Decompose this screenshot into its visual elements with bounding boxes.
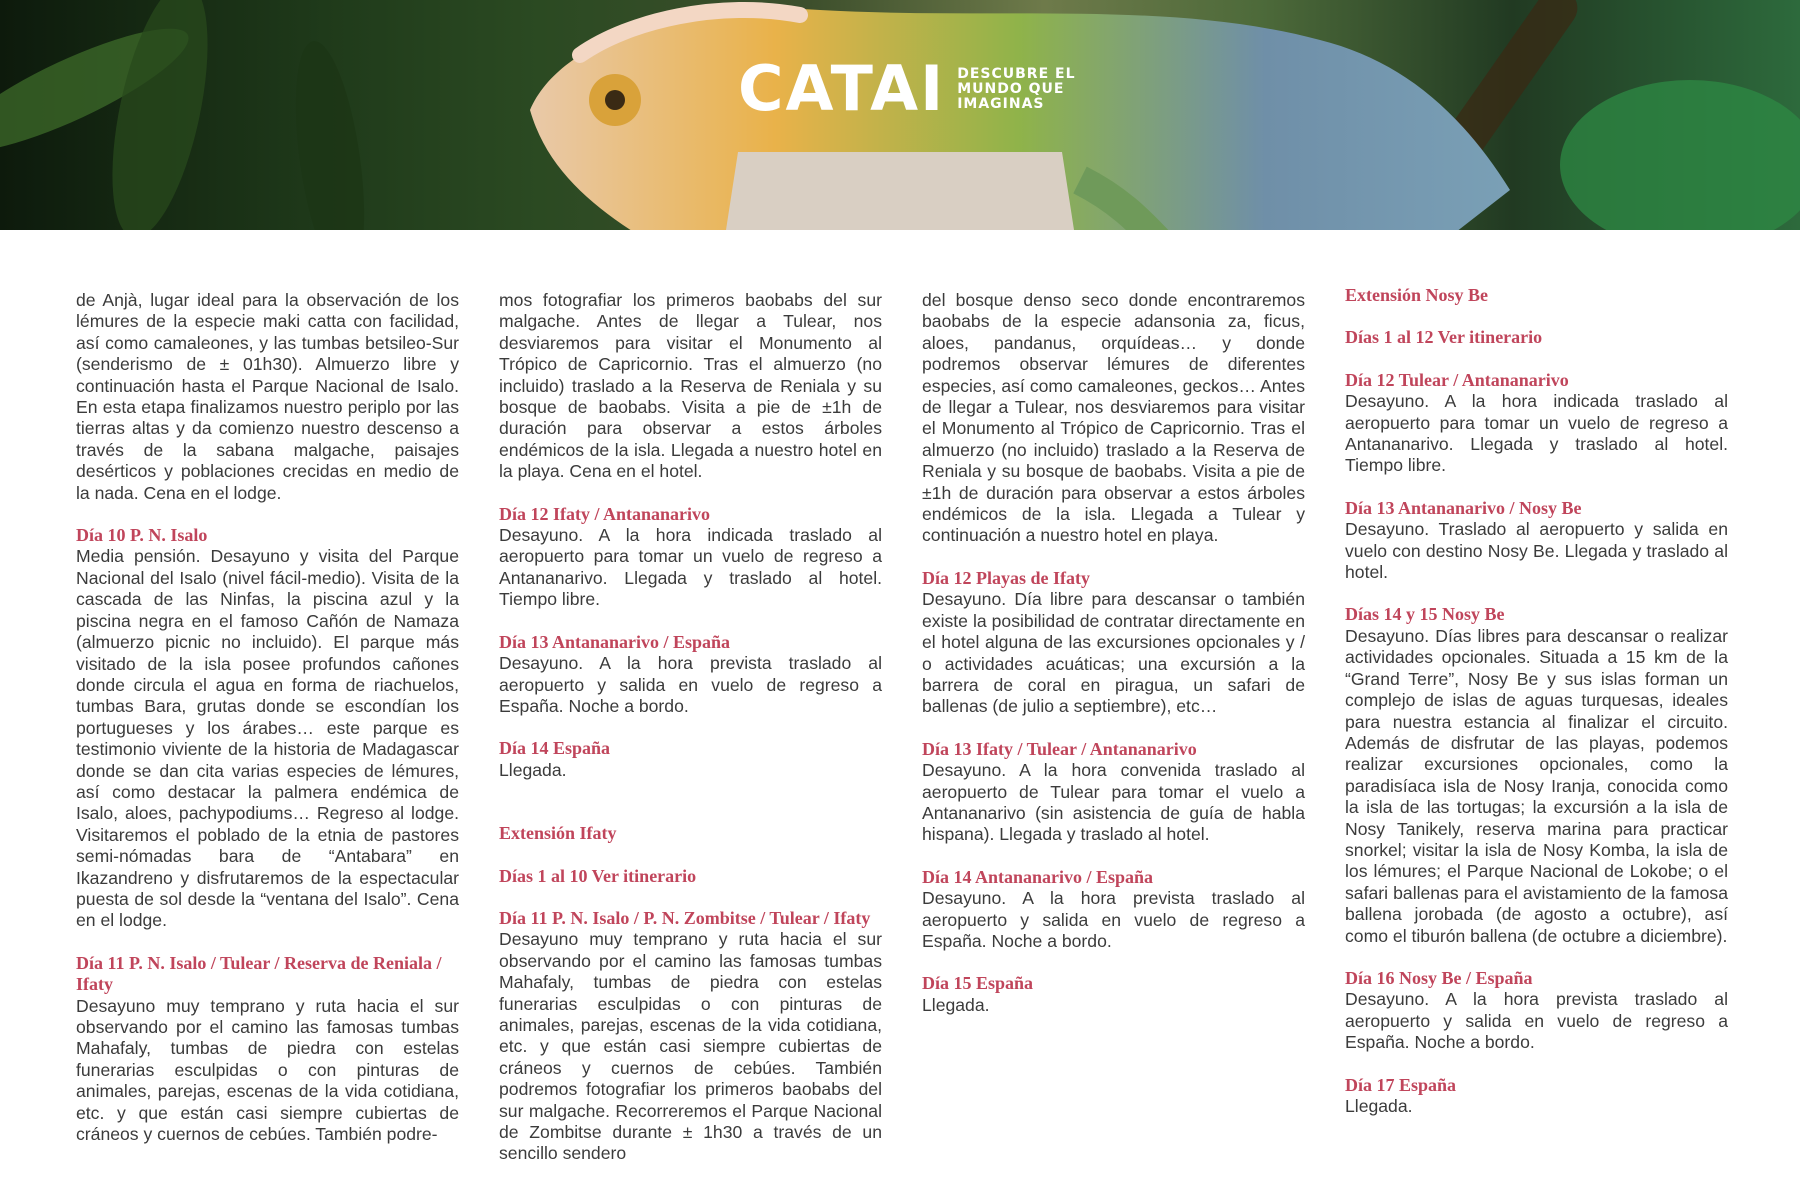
paragraph: de Anjà, lugar ideal para la observación de los lémures de la especie maki catta con facilidad, así como camaleones, y las tumbas betsileo-Sur (senderismo de ± 01h30). Almuerzo libre y continuación hasta el Parque Nacional de Isalo. En esta etapa finalizamos nuestro periplo por las tierras altas y da comienzo nuestro descenso a través de la sabana malgache, paisajes desérticos y poblaciones crecidas en medio de la nada. Cena en el lodge.: [76, 290, 459, 503]
day-text: Llegada.: [1345, 1096, 1413, 1116]
day-title: Día 14 Antananarivo / España: [922, 866, 1154, 887]
day-title: Día 13 Antananarivo / Nosy Be: [1345, 497, 1582, 518]
day-text: Desayuno muy temprano y ruta hacia el sur observando por el camino las famosas tumbas Mahafaly, tumbas de piedra con estelas funerarias esculpidas o con pinturas de animales, parejas, escenas de la vida cotidiana, etc. y que están casi siempre cubiertas de cráneos y cuernos de cebúes. También podremos fotografiar los primeros baobabs del sur malgache. Recorreremos el Parque Nacional de Zombitse durante ± 1h30 a través de un sencillo sendero: [499, 929, 882, 1164]
day-text: Llegada.: [922, 994, 990, 1015]
day-title: Día 12 Tulear / Antananarivo: [1345, 369, 1569, 390]
day-text: Media pensión. Desayuno y visita del Parque Nacional del Isalo (nivel fácil-medio). Visita de la cascada de las Ninfas, la piscina azul y la piscina negra en el famoso Cañón de Namaza (almuerzo picnic no incluido). El parque más visitado de la isla posee profundos cañones donde circula el agua en forma de riachuelos, tumbas Bara, grutas donde se escondían los portugueses y los árabes… este parque es testimonio viviente de la historia de Madagascar donde se dan cita varias especies de lémures, así como destacar la palmera endémica de Isalo, aloes, pachypodiums… Regreso al lodge. Visitaremos el poblado de la etnia de pastores semi-nómadas bara de “Antabara” en Ikazandreno y disfrutaremos de la espectacular puesta de sol desde la “ventana del Isalo”. Cena en el lodge.: [76, 546, 459, 931]
itinerary-day: [499, 908, 882, 1165]
day-text: Desayuno. Días libres para descansar o realizar actividades opcionales. Situada a 15 km de la “Grand Terre”, Nosy Be y sus islas forman un complejo de islas de aguas turquesas, ideales para nuestra estancia al finalizar el circuito. Además de disfrutar de las playas, podemos realizar excursiones opcionales, como la paradisíaca isla de Nosy Iranja, conocida como la isla de las tortugas; la excursión a la isla de Nosy Tanikely, reserva marina para practicar snorkel; visitar la isla de Nosy Komba, la isla de los lémures; el Parque Nacional de Lokobe; o el safari ballenas para el avistamiento de la famosa ballena jorobada (de agosto a octubre), así como el tiburón ballena (de octubre a diciembre).: [1345, 625, 1728, 946]
day-text: Desayuno. A la hora indicada traslado al aeropuerto para tomar un vuelo de regreso a Antananarivo. Llegada y traslado al hotel. Tiempo libre.: [499, 525, 882, 610]
catai-logo: [738, 52, 1076, 125]
day-title: Día 10 P. N. Isalo: [76, 525, 208, 546]
day-title: Día 15 España: [922, 973, 1034, 994]
day-text: Llegada.: [499, 759, 567, 780]
day-text: Desayuno. A la hora convenida traslado al aeropuerto de Tulear para tomar el vuelo a Antananarivo (sin asistencia de guía de habla hispana). Llegada y traslado al hotel.: [922, 760, 1305, 845]
day-title: Día 11 P. N. Isalo / Tulear / Reserva de Reniala / Ifaty: [76, 952, 442, 995]
day-title: Día 13 Antananarivo / España: [499, 631, 731, 652]
itinerary-day: [76, 953, 459, 1146]
extension-itinerary: Días 1 al 10 Ver itinerario: [499, 865, 697, 886]
day-text: Desayuno. Día libre para descansar o también existe la posibilidad de contratar directamente en el hotel alguna de las excursiones opcionales y / o actividades acuáticas; una excursión a la barrera de coral en piragua, un safari de ballenas (de julio a septiembre), etc…: [922, 589, 1305, 717]
day-text: Desayuno. A la hora prevista traslado al aeropuerto y salida en vuelo de regreso a España. Noche a bordo.: [922, 888, 1305, 951]
itinerary-day: [76, 525, 459, 932]
tagline-line: IMAGINAS: [957, 95, 1045, 112]
extension-itinerary: Días 1 al 12 Ver itinerario: [1345, 327, 1543, 348]
day-title: Día 17 España: [1345, 1074, 1457, 1095]
day-title: Días 14 y 15 Nosy Be: [1345, 604, 1505, 625]
day-text: Desayuno. Traslado al aeropuerto y salida en vuelo con destino Nosy Be. Llegada y traslado al hotel.: [1345, 519, 1728, 583]
itinerary-day: [499, 632, 882, 718]
itinerary-day: [499, 738, 882, 781]
itinerary-day: [1345, 968, 1728, 1054]
itinerary-day: [922, 867, 1305, 953]
text-column-1: [76, 290, 459, 1166]
day-title: Día 12 Ifaty / Antananarivo: [499, 503, 711, 524]
day-title: Día 16 Nosy Be / España: [1345, 967, 1533, 988]
tagline-line: DESCUBRE EL: [957, 65, 1076, 82]
paragraph: mos fotografiar los primeros baobabs del sur malgache. Antes de llegar a Tulear, nos desviaremos para visitar el Monumento al Trópico de Capricornio. Tras el almuerzo (no incluido) traslado a la Reserva de Reniala y su bosque de baobabs. Visita a pie de ±1h de duración para observar a estos árboles endémicos de la isla. Llegada a nuestro hotel en la playa. Cena en el hotel.: [499, 290, 882, 482]
day-title: Día 13 Ifaty / Tulear / Antananarivo: [922, 738, 1197, 759]
itinerary-day: [1345, 498, 1728, 584]
itinerary-day: [922, 568, 1305, 718]
day-title: Día 11 P. N. Isalo / P. N. Zombitse / Tulear / Ifaty: [499, 907, 871, 928]
itinerary-day: [1345, 604, 1728, 947]
day-text: Desayuno. A la hora indicada traslado al aeropuerto para tomar un vuelo de regreso a Antananarivo. Llegada y traslado al hotel. Tiempo libre.: [1345, 391, 1728, 476]
header-banner: [0, 0, 1800, 230]
itinerary-day: [922, 973, 1305, 1016]
paragraph: del bosque denso seco donde encontraremos baobabs de la especie adansonia za, ficus, aloes, pandanus, orquídeas… y donde podremos observar lémures de diferentes especies, así como camaleones, geckos… Antes de llegar a Tulear, nos desviaremos para visitar el Monumento al Trópico de Capricornio. Tras el almuerzo (no incluido) traslado a la Reserva de Reniala y su bosque de baobabs. Visita a pie de ±1h de duración para observar a estos árboles endémicos de la isla. Llegada a Tulear y continuación a nuestro hotel en playa.: [922, 290, 1305, 546]
text-column-4: [1345, 285, 1728, 1138]
itinerary-day: [1345, 370, 1728, 477]
logo-wordmark: CATAI: [738, 52, 946, 125]
itinerary-day: [1345, 1075, 1728, 1118]
extension-title: Extensión Ifaty: [499, 823, 617, 844]
foliage: [1560, 80, 1800, 230]
day-text: Desayuno. A la hora prevista traslado al aeropuerto y salida en vuelo de regreso a España. Noche a bordo.: [499, 653, 882, 716]
day-title: Día 14 España: [499, 738, 611, 759]
extension-title: Extensión Nosy Be: [1345, 285, 1489, 305]
day-text: Desayuno. A la hora prevista traslado al aeropuerto y salida en vuelo de regreso a España. Noche a bordo.: [1345, 989, 1728, 1053]
text-column-3: [922, 290, 1305, 1037]
text-column-2: [499, 290, 882, 1186]
logo-tagline: [957, 67, 1075, 112]
itinerary-day: [499, 504, 882, 611]
itinerary-day: [922, 739, 1305, 846]
header-tab-shape: [726, 152, 1074, 230]
foliage: [284, 37, 377, 230]
day-text: Desayuno muy temprano y ruta hacia el sur observando por el camino las famosas tumbas Mahafaly, tumbas de piedra con estelas funerarias esculpidas o con pinturas de animales, parejas, escenas de la vida cotidiana, etc. y que están casi siempre cubiertas de cráneos y cuernos de cebúes. También podre-: [76, 995, 459, 1145]
foliage: [94, 0, 226, 230]
day-title: Día 12 Playas de Ifaty: [922, 567, 1090, 588]
tagline-line: MUNDO QUE: [957, 80, 1065, 97]
